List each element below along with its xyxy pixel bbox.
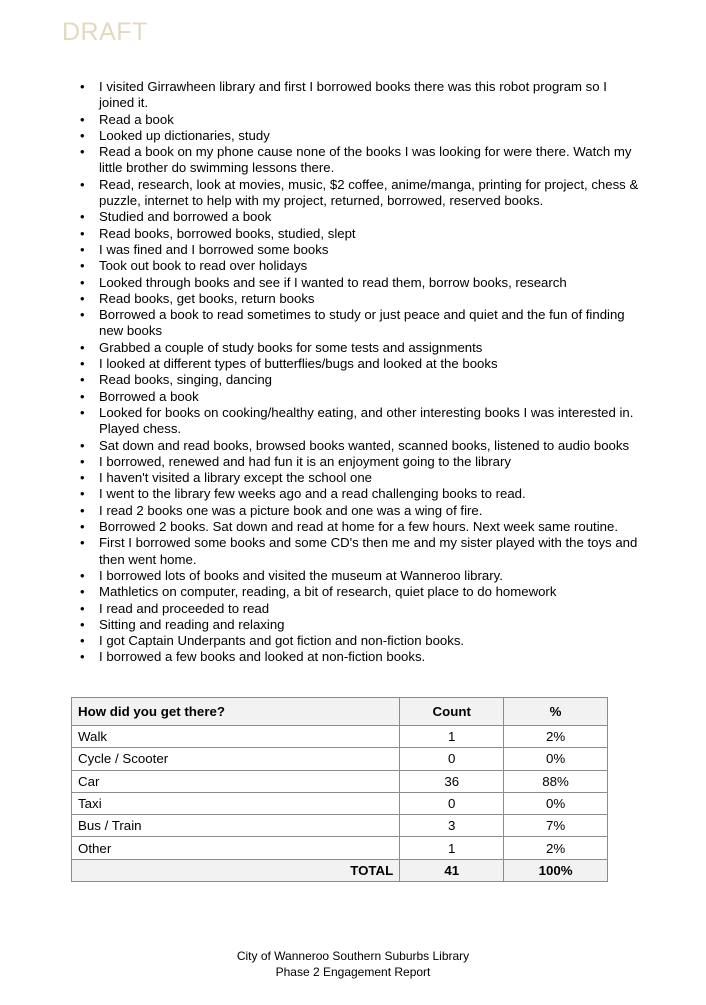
row-label: Cycle / Scooter xyxy=(72,748,400,770)
total-label: TOTAL xyxy=(72,859,400,881)
row-percent: 0% xyxy=(504,792,608,814)
table-row xyxy=(72,748,608,770)
list-item: • Borrowed a book xyxy=(80,389,640,405)
list-item: • First I borrowed some books and some CD's then me and my sister played with the toys and then went home. xyxy=(80,535,640,568)
list-item: • Read books, singing, dancing xyxy=(80,372,640,388)
draft-watermark: DRAFT xyxy=(62,18,148,46)
table-row xyxy=(72,770,608,792)
row-count: 0 xyxy=(400,748,504,770)
list-item: • Looked for books on cooking/healthy eating, and other interesting books I was interested in. Played chess. xyxy=(80,405,640,438)
list-item: • Took out book to read over holidays xyxy=(80,258,640,274)
row-count: 3 xyxy=(400,815,504,837)
page-footer xyxy=(0,948,706,980)
transport-table xyxy=(71,697,608,882)
row-percent: 7% xyxy=(504,815,608,837)
row-percent: 2% xyxy=(504,837,608,859)
list-item: • Read, research, look at movies, music, $2 coffee, anime/manga, printing for project, chess & puzzle, internet to help with my project, returned, borrowed, reserved books. xyxy=(80,177,640,210)
table-row xyxy=(72,837,608,859)
list-item: • Read a book xyxy=(80,112,640,128)
row-count: 1 xyxy=(400,726,504,748)
header-count: Count xyxy=(400,698,504,726)
list-item: • I borrowed a few books and looked at non-fiction books. xyxy=(80,649,640,665)
list-item: • I was fined and I borrowed some books xyxy=(80,242,640,258)
row-percent: 2% xyxy=(504,726,608,748)
list-item: • Read books, borrowed books, studied, slept xyxy=(80,226,640,242)
list-item: • Looked through books and see if I wanted to read them, borrow books, research xyxy=(80,275,640,291)
list-item: • Looked up dictionaries, study xyxy=(80,128,640,144)
table-total-row xyxy=(72,859,608,881)
table-row xyxy=(72,815,608,837)
list-item: • Borrowed 2 books. Sat down and read at home for a few hours. Next week same routine. xyxy=(80,519,640,535)
row-count: 1 xyxy=(400,837,504,859)
footer-line-1: City of Wanneroo Southern Suburbs Library xyxy=(236,949,470,963)
list-item: • I looked at different types of butterflies/bugs and looked at the books xyxy=(80,356,640,372)
list-item: • I got Captain Underpants and got fiction and non-fiction books. xyxy=(80,633,640,649)
list-item: • I read and proceeded to read xyxy=(80,601,640,617)
list-item: • I visited Girrawheen library and first I borrowed books there was this robot program so I joined it. xyxy=(80,79,640,112)
list-item: • I read 2 books one was a picture book and one was a wing of fire. xyxy=(80,503,640,519)
row-count: 0 xyxy=(400,792,504,814)
footer-line-2: Phase 2 Engagement Report xyxy=(275,965,431,979)
total-count: 41 xyxy=(400,859,504,881)
row-percent: 0% xyxy=(504,748,608,770)
row-count: 36 xyxy=(400,770,504,792)
list-item: • I haven't visited a library except the school one xyxy=(80,470,640,486)
table-row xyxy=(72,792,608,814)
list-item: • Read a book on my phone cause none of the books I was looking for were there. Watch my little brother do swimming lessons there. xyxy=(80,144,640,177)
list-item: • I borrowed lots of books and visited the museum at Wanneroo library. xyxy=(80,568,640,584)
list-item: • Grabbed a couple of study books for some tests and assignments xyxy=(80,340,640,356)
row-label: Taxi xyxy=(72,792,400,814)
list-item: • Sat down and read books, browsed books wanted, scanned books, listened to audio books xyxy=(80,438,640,454)
list-item: • Studied and borrowed a book xyxy=(80,209,640,225)
row-label: Car xyxy=(72,770,400,792)
row-label: Walk xyxy=(72,726,400,748)
row-label: Other xyxy=(72,837,400,859)
row-percent: 88% xyxy=(504,770,608,792)
responses-list xyxy=(80,79,640,666)
list-item: • Read books, get books, return books xyxy=(80,291,640,307)
header-question: How did you get there? xyxy=(72,698,400,726)
row-label: Bus / Train xyxy=(72,815,400,837)
table-row xyxy=(72,726,608,748)
list-item: • Sitting and reading and relaxing xyxy=(80,617,640,633)
table-header-row xyxy=(72,698,608,726)
list-item: • Mathletics on computer, reading, a bit of research, quiet place to do homework xyxy=(80,584,640,600)
list-item: • I borrowed, renewed and had fun it is an enjoyment going to the library xyxy=(80,454,640,470)
list-item: • I went to the library few weeks ago and a read challenging books to read. xyxy=(80,486,640,502)
list-item: • Borrowed a book to read sometimes to study or just peace and quiet and the fun of finding new books xyxy=(80,307,640,340)
total-percent: 100% xyxy=(504,859,608,881)
header-percent: % xyxy=(504,698,608,726)
